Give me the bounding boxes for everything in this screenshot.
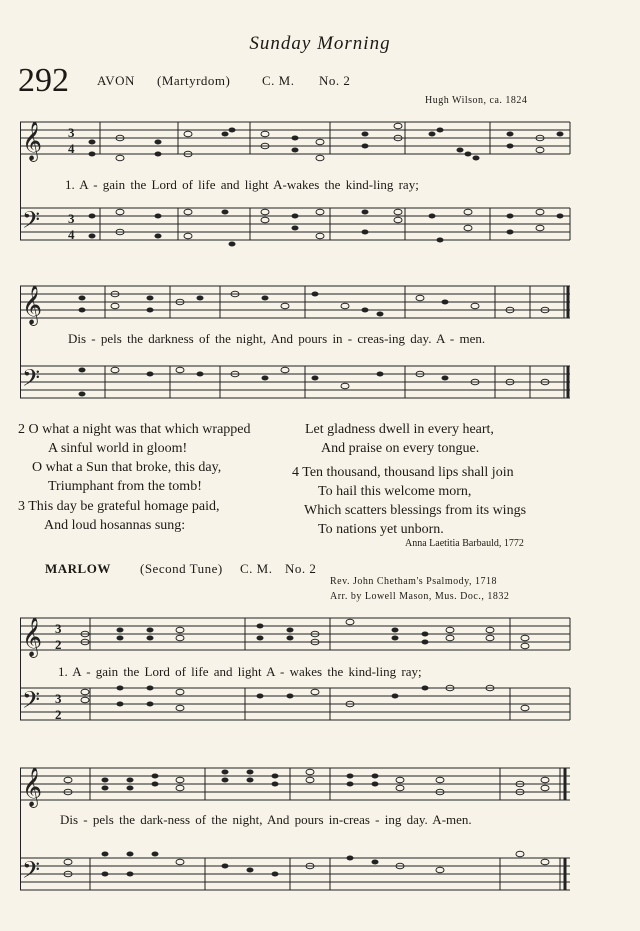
- verse-3-continued: [305, 420, 494, 458]
- bass-clef-icon: 𝄢: [22, 208, 41, 239]
- treble-clef-icon: 𝄞: [22, 769, 43, 806]
- bass-time-signature-bottom: 4: [68, 227, 75, 242]
- verse-line: O what a Sun that broke, this day,: [32, 460, 222, 475]
- lyrics-line-1: 1. A - gain the Lord of life and light A-wakes the kind-ling ray;: [65, 177, 419, 192]
- second-tune-name: MARLOW: [45, 561, 111, 576]
- time-signature-bottom: 2: [55, 637, 62, 652]
- second-tune-arranger: Arr. by Lowell Mason, Mus. Doc., 1832: [330, 591, 510, 602]
- setting-number: No. 2: [319, 73, 351, 88]
- verse-number: 3: [18, 499, 25, 514]
- verse-line: To hail this welcome morn,: [318, 484, 472, 499]
- verse-number: 2: [18, 422, 25, 437]
- verse-2: [18, 420, 251, 496]
- bass-clef-icon: 𝄢: [22, 858, 41, 889]
- text-author: Anna Laetitia Barbauld, 1772: [405, 538, 524, 549]
- verse-line: Which scatters blessings from its wings: [304, 503, 527, 518]
- page-title: Sunday Morning: [249, 33, 391, 54]
- second-tune-meter: C. M.: [240, 561, 273, 576]
- verse-line: And praise on every tongue.: [321, 441, 480, 456]
- meter: C. M.: [262, 73, 295, 88]
- verse-line: Triumphant from the tomb!: [48, 479, 202, 494]
- time-signature-top: 3: [68, 125, 75, 140]
- lyrics-line-2: Dis - pels the darkness of the night, And pours in - creas-ing day. A - men.: [68, 331, 486, 346]
- verse-4: [292, 463, 526, 539]
- verse-line: This day be grateful homage paid,: [28, 499, 220, 514]
- bass-time-signature-top: 3: [55, 691, 62, 706]
- treble-clef-icon: 𝄞: [22, 123, 43, 160]
- bass-clef-icon: 𝄢: [22, 366, 41, 397]
- bass-time-signature-top: 3: [68, 211, 75, 226]
- verse-line: Let gladness dwell in every heart,: [305, 422, 494, 437]
- verse-3: [18, 497, 220, 535]
- composer-credit: Hugh Wilson, ca. 1824: [425, 95, 528, 106]
- verse-line: Ten thousand, thousand lips shall join: [302, 465, 514, 480]
- bass-time-signature-bottom: 2: [55, 707, 62, 722]
- second-tune-source: Rev. John Chetham's Psalmody, 1718: [330, 576, 497, 587]
- bass-clef-icon: 𝄢: [22, 688, 41, 719]
- tune-alt-name: (Martyrdom): [157, 73, 231, 88]
- second-tune-lyrics-line-1: 1. A - gain the Lord of life and light A - wakes the kind-ling ray;: [58, 664, 422, 679]
- verse-line: To nations yet unborn.: [318, 522, 444, 537]
- verse-line: And loud hosannas sung:: [44, 518, 186, 533]
- tune-name: AVON: [97, 73, 135, 88]
- treble-clef-icon: 𝄞: [22, 619, 43, 656]
- verse-number: 4: [292, 465, 299, 480]
- time-signature-bottom: 4: [68, 141, 75, 156]
- second-tune-lyrics-line-2: Dis - pels the dark-ness of the night, And pours in-creas - ing day. A-men.: [60, 812, 472, 827]
- treble-clef-icon: 𝄞: [22, 287, 43, 324]
- verse-line: O what a night was that which wrapped: [28, 422, 251, 437]
- hymn-number: 292: [18, 62, 69, 99]
- verse-line: A sinful world in gloom!: [48, 441, 188, 456]
- second-tune-alt: (Second Tune): [140, 561, 223, 576]
- time-signature-top: 3: [55, 621, 62, 636]
- second-tune-setting: No. 2: [285, 561, 317, 576]
